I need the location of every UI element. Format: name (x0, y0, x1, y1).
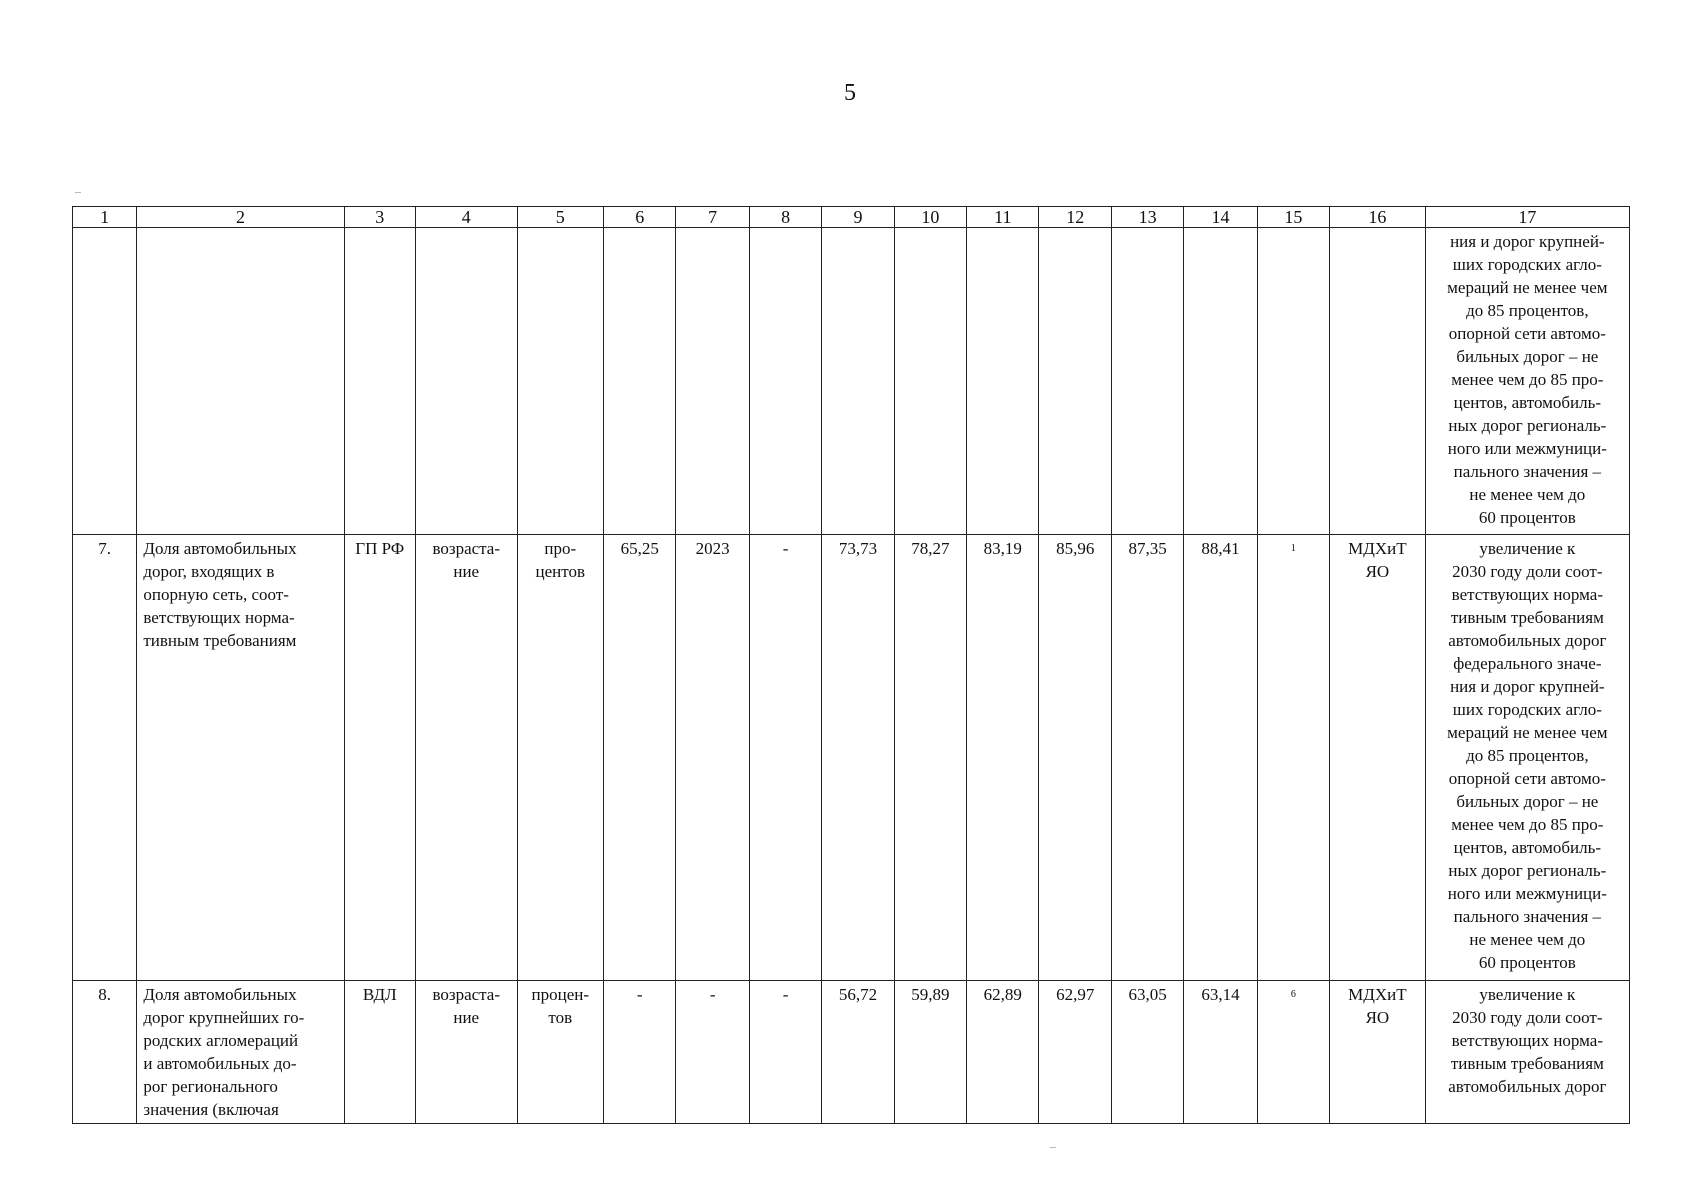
table-row (73, 535, 1630, 981)
table-cell (137, 981, 344, 1124)
table-cell (1257, 981, 1329, 1124)
cell-text: 63,14 (1201, 985, 1240, 1004)
table-cell (1257, 535, 1329, 981)
column-number: 13 (1111, 207, 1183, 228)
table-cell (1039, 535, 1111, 981)
cell-text: МДХиТ ЯО (1348, 539, 1407, 581)
table-cell (1184, 228, 1257, 535)
cell-text: МДХиТ ЯО (1348, 985, 1407, 1027)
table-cell (604, 981, 676, 1124)
table-cell (344, 535, 415, 981)
cell-text: 83,19 (983, 539, 1022, 558)
table-cell (894, 228, 966, 535)
table-cell (676, 228, 749, 535)
cell-text: увеличение к 2030 году доли соот- ветствующих норма- тивным требованиям автомобильных дорог (1448, 985, 1607, 1096)
table-cell (1184, 535, 1257, 981)
column-number: 12 (1039, 207, 1111, 228)
column-number: 15 (1257, 207, 1329, 228)
table-cell (344, 981, 415, 1124)
table-cell (822, 981, 894, 1124)
table-cell (415, 981, 517, 1124)
cell-text: Доля автомобильных дорог, входящих в опорную сеть, соот- ветствующих норма- тивным требованиям (143, 539, 297, 650)
table-cell (822, 535, 894, 981)
table-cell (1330, 535, 1426, 981)
table-row (73, 981, 1630, 1124)
cell-text: - (782, 985, 789, 1004)
table-cell (517, 228, 604, 535)
column-number: 10 (894, 207, 966, 228)
column-number: 1 (73, 207, 137, 228)
indicators-table (72, 206, 1630, 1124)
cell-text: Доля автомобильных дорог крупнейших го- родских агломераций и автомобильных до- рог регионального значения (включая (143, 985, 305, 1119)
cell-text: - (709, 985, 716, 1004)
table-cell (894, 981, 966, 1124)
table-cell (1425, 228, 1629, 535)
table-cell (1111, 981, 1183, 1124)
column-number: 8 (749, 207, 821, 228)
column-number: 11 (967, 207, 1039, 228)
table-cell (1184, 981, 1257, 1124)
table-cell (967, 535, 1039, 981)
cell-text: 62,97 (1056, 985, 1095, 1004)
table-cell (1425, 535, 1629, 981)
table-cell (1111, 228, 1183, 535)
table-cell (749, 981, 821, 1124)
cell-text: процен- тов (531, 985, 590, 1027)
cell-text: ВДЛ (362, 985, 397, 1004)
cell-text: 62,89 (983, 985, 1022, 1004)
scan-mark (1050, 1147, 1056, 1148)
column-number: 4 (415, 207, 517, 228)
cell-text: 87,35 (1128, 539, 1167, 558)
column-number: 2 (137, 207, 344, 228)
column-number-row (73, 207, 1630, 228)
table-cell (749, 228, 821, 535)
table-cell (967, 981, 1039, 1124)
table-cell (517, 535, 604, 981)
column-number: 14 (1184, 207, 1257, 228)
table-cell (1039, 981, 1111, 1124)
table-cell (967, 228, 1039, 535)
table-cell (894, 535, 966, 981)
footnote-ref: 6 (1290, 989, 1296, 1000)
cell-text: возраста- ние (432, 985, 501, 1027)
table-cell (137, 228, 344, 535)
table-cell (749, 535, 821, 981)
cell-text: ния и дорог крупней- ших городских агло- мераций не менее чем до 85 процентов, опорной сети автомо- бильных дорог – не менее чем до 85 про- центов, автомобиль- ных дорог региональ- ного или межмуници- пального значения – не менее чем до 60 процентов (1447, 232, 1608, 527)
column-number: 9 (822, 207, 894, 228)
table-cell (1039, 228, 1111, 535)
cell-text: 8. (98, 985, 112, 1004)
cell-text: 65,25 (620, 539, 659, 558)
footnote-ref: 1 (1290, 543, 1296, 554)
table-cell (604, 535, 676, 981)
cell-text: про- центов (535, 539, 586, 581)
table-cell (344, 228, 415, 535)
cell-text: возраста- ние (432, 539, 501, 581)
table-cell (415, 535, 517, 981)
cell-text: 56,72 (838, 985, 878, 1004)
table-cell (517, 981, 604, 1124)
cell-text: 7. (98, 539, 112, 558)
table-cell (604, 228, 676, 535)
cell-text: 73,73 (838, 539, 878, 558)
page-number: 5 (844, 80, 856, 106)
table-cell (1257, 228, 1329, 535)
scan-mark (75, 192, 81, 193)
table-cell (676, 981, 749, 1124)
table-cell (73, 535, 137, 981)
table-cell (676, 535, 749, 981)
column-number: 5 (517, 207, 604, 228)
table-cell (1425, 981, 1629, 1124)
cell-text: увеличение к 2030 году доли соот- ветствующих норма- тивным требованиям автомобильных дорог федерального значе- ния и дорог крупней- ших городских агло- мераций не менее чем до 85 процентов, опорной сети автомо- бильных дорог – не менее чем до 85 про- центов, автомобиль- ных дорог региональ- ного или межмуници- пального значения – не менее чем до 60 процентов (1447, 539, 1608, 972)
table-cell (1330, 981, 1426, 1124)
table-cell (73, 981, 137, 1124)
table-cell (822, 228, 894, 535)
column-number: 6 (604, 207, 676, 228)
cell-text: - (636, 985, 643, 1004)
column-number: 17 (1425, 207, 1629, 228)
table-cell (73, 228, 137, 535)
cell-text: 78,27 (911, 539, 950, 558)
column-number: 7 (676, 207, 749, 228)
cell-text: 88,41 (1201, 539, 1240, 558)
cell-text: 85,96 (1056, 539, 1095, 558)
cell-text: 63,05 (1128, 985, 1167, 1004)
cell-text: - (782, 539, 789, 558)
table-row (73, 228, 1630, 535)
column-number: 3 (344, 207, 415, 228)
cell-text: ГП РФ (355, 539, 405, 558)
cell-text: 2023 (695, 539, 730, 558)
cell-text: 59,89 (911, 985, 950, 1004)
column-number: 16 (1330, 207, 1426, 228)
table-cell (415, 228, 517, 535)
table-cell (1330, 228, 1426, 535)
table-cell (1111, 535, 1183, 981)
table-cell (137, 535, 344, 981)
